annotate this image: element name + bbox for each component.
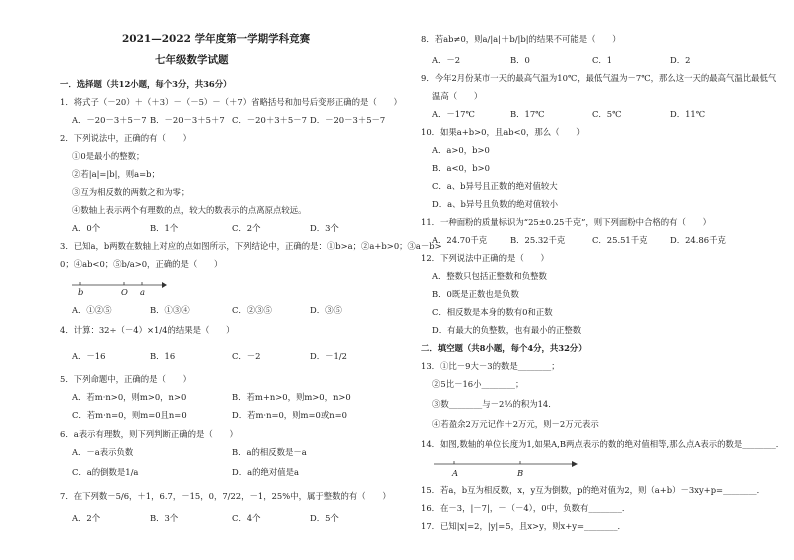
q1-option-a: A．－20－3＋5－7 xyxy=(72,115,147,125)
exam-subtitle: 七年级数学试题 xyxy=(155,54,229,66)
question-14: 14．如图,数轴的单位长度为1,如果A,B两点表示的数的绝对值相等,那么点A表示的数是________． xyxy=(421,439,785,449)
q7-option-c: C．4个 xyxy=(232,513,261,523)
exam-title: 2021—2022 学年度第一学期学科竞赛 xyxy=(122,33,311,45)
q7-option-a: A．2个 xyxy=(72,513,101,523)
q10-option-d: D．a、b异号且负数的绝对值较小 xyxy=(432,199,558,209)
question-10: 10．如果a+b>0，且ab<0，那么（ ） xyxy=(421,127,585,137)
q5-option-b: B．若m+n>0，则m>0，n>0 xyxy=(232,392,351,402)
q9-option-d: D．11℃ xyxy=(670,109,706,119)
q3-axis-label-o: O xyxy=(121,287,128,297)
q3-option-b: B．①③④ xyxy=(150,305,190,315)
question-9-line-1: 9．今年2月份某市一天的最高气温为10℃，最低气温为－7℃，那么这一天的最高气温比最低气 xyxy=(421,73,777,83)
question-16: 16．在－3，|－7|，－（－4），0中，负数有________． xyxy=(421,503,631,513)
q8-option-a: A．－2 xyxy=(432,55,461,65)
question-13-part-3: ③数________与－2⅓的积为14． xyxy=(432,399,557,409)
q2-statement-2: ②若|a|=|b|，则a=b； xyxy=(72,169,160,179)
question-2: 2．下列说法中，正确的有（ ） xyxy=(60,133,191,143)
q2-option-d: D．3个 xyxy=(310,223,339,233)
question-13-part-1: 13．①比－9大－3的数是________； xyxy=(421,361,560,371)
q9-option-a: A．－17℃ xyxy=(432,109,475,119)
question-15: 15．若a，b互为相反数，x，y互为倒数，p的绝对值为2，则（a+b）－3xy+p=________． xyxy=(421,485,765,495)
question-4: 4．计算：32÷（－4）×1/4的结果是（ ） xyxy=(60,325,235,335)
q14-axis-label-b: B xyxy=(517,468,524,478)
question-12: 12．下列说法中正确的是（ ） xyxy=(421,253,549,263)
q11-option-a: A．24.70千克 xyxy=(432,235,488,245)
q2-statement-1: ①0是最小的整数； xyxy=(72,151,145,161)
q5-option-c: C．若m·n=0，则m=0且n=0 xyxy=(72,410,187,420)
question-13-part-4: ④若盈余2万元记作＋2万元，则－2万元表示 xyxy=(432,419,599,429)
q3-option-d: D．③⑤ xyxy=(310,305,342,315)
q8-option-c: C．1 xyxy=(592,55,613,65)
q11-option-c: C．25.51千克 xyxy=(592,235,648,245)
q6-option-a: A．－a表示负数 xyxy=(72,447,134,457)
q12-option-a: A．整数只包括正整数和负整数 xyxy=(432,271,547,281)
q6-option-b: B．a的相反数是－a xyxy=(232,447,307,457)
q10-option-a: A．a>0，b>0 xyxy=(432,145,490,155)
q4-option-a: A．－16 xyxy=(72,351,106,361)
q5-option-a: A．若m·n>0，则m>0，n>0 xyxy=(72,392,187,402)
q6-option-c: C．a的倒数是1/a xyxy=(72,467,139,477)
q9-option-b: B．17℃ xyxy=(510,109,545,119)
q5-option-d: D．若m·n=0，则m=0或n=0 xyxy=(232,410,347,420)
q4-option-c: C．－2 xyxy=(232,351,261,361)
question-1: 1．将式子（－20）＋（＋3）－（－5）－（＋7）省略括号和加号后变形正确的是（ ） xyxy=(60,97,402,107)
question-7: 7．在下列数－5/6，＋1，6.7，－15，0，7/22，－1，25%中，属于整数的有（ ） xyxy=(60,491,391,501)
question-5: 5．下列命题中，正确的是（ ） xyxy=(60,374,191,384)
q11-option-d: D．24.86千克 xyxy=(670,235,726,245)
q8-option-d: D．2 xyxy=(670,55,691,65)
q3-axis-label-a: a xyxy=(140,287,145,297)
q2-option-b: B．1个 xyxy=(150,223,179,233)
q1-option-c: C．－20＋3＋5－7 xyxy=(232,115,307,125)
q14-axis-label-a: A xyxy=(452,468,459,478)
question-8: 8．若ab≠0，则a/|a|＋b/|b|的结果不可能是（ ） xyxy=(421,34,621,44)
q2-statement-3: ③互为相反数的两数之和为零； xyxy=(72,187,190,197)
q9-option-c: C．5℃ xyxy=(592,109,622,119)
question-11: 11．一种面粉的质量标识为“25±0.25千克”，则下列面粉中合格的有（ ） xyxy=(421,217,712,227)
q12-option-d: D．有最大的负整数，也有最小的正整数 xyxy=(432,325,582,335)
q3-axis-label-b: b xyxy=(78,287,84,297)
section-fill-heading: 二．填空题（共8小题，每个4分，共32分） xyxy=(421,343,587,353)
q4-option-d: D．－1/2 xyxy=(310,351,347,361)
q10-option-b: B．a<0，b>0 xyxy=(432,163,490,173)
section-choice-heading: 一．选择题（共12小题，每个3分，共36分） xyxy=(60,79,232,89)
q2-option-c: C．2个 xyxy=(232,223,261,233)
q4-option-b: B．16 xyxy=(150,351,176,361)
q1-option-d: D．－20－3＋5－7 xyxy=(310,115,386,125)
q3-option-c: C．②③⑤ xyxy=(232,305,272,315)
q8-option-b: B．0 xyxy=(510,55,530,65)
question-13-part-2: ②5比－16小________； xyxy=(432,379,524,389)
question-17: 17．已知|x|=2，|y|=5，且x>y，则x+y=________． xyxy=(421,521,626,531)
q3-option-a: A．①②⑤ xyxy=(72,305,112,315)
question-3-line-1: 3．已知a，b两数在数轴上对应的点如图所示，下列结论中，正确的是：①b>a；②a+b>0；③a－b> xyxy=(60,241,442,251)
question-3-line-2: 0；④ab<0；⑤b/a>0，正确的是（ ） xyxy=(60,259,223,269)
q12-option-b: B．0既是正数也是负数 xyxy=(432,289,519,299)
q1-option-b: B．－20－3＋5＋7 xyxy=(150,115,225,125)
q7-option-d: D．5个 xyxy=(310,513,339,523)
q10-option-c: C．a、b异号且正数的绝对值较大 xyxy=(432,181,558,191)
question-9-line-2: 温高（ ） xyxy=(432,91,483,101)
q3-number-line xyxy=(70,276,170,300)
q12-option-c: C．相反数是本身的数有0和正数 xyxy=(432,307,553,317)
q7-option-b: B．3个 xyxy=(150,513,179,523)
q6-option-d: D．a的绝对值是a xyxy=(232,467,299,477)
question-6: 6．a表示有理数，则下列判断正确的是（ ） xyxy=(60,429,238,439)
q11-option-b: B．25.32千克 xyxy=(510,235,566,245)
q2-statement-4: ④数轴上表示两个有理数的点，较大的数表示的点离原点较远。 xyxy=(72,205,307,215)
q2-option-a: A．0个 xyxy=(72,223,101,233)
